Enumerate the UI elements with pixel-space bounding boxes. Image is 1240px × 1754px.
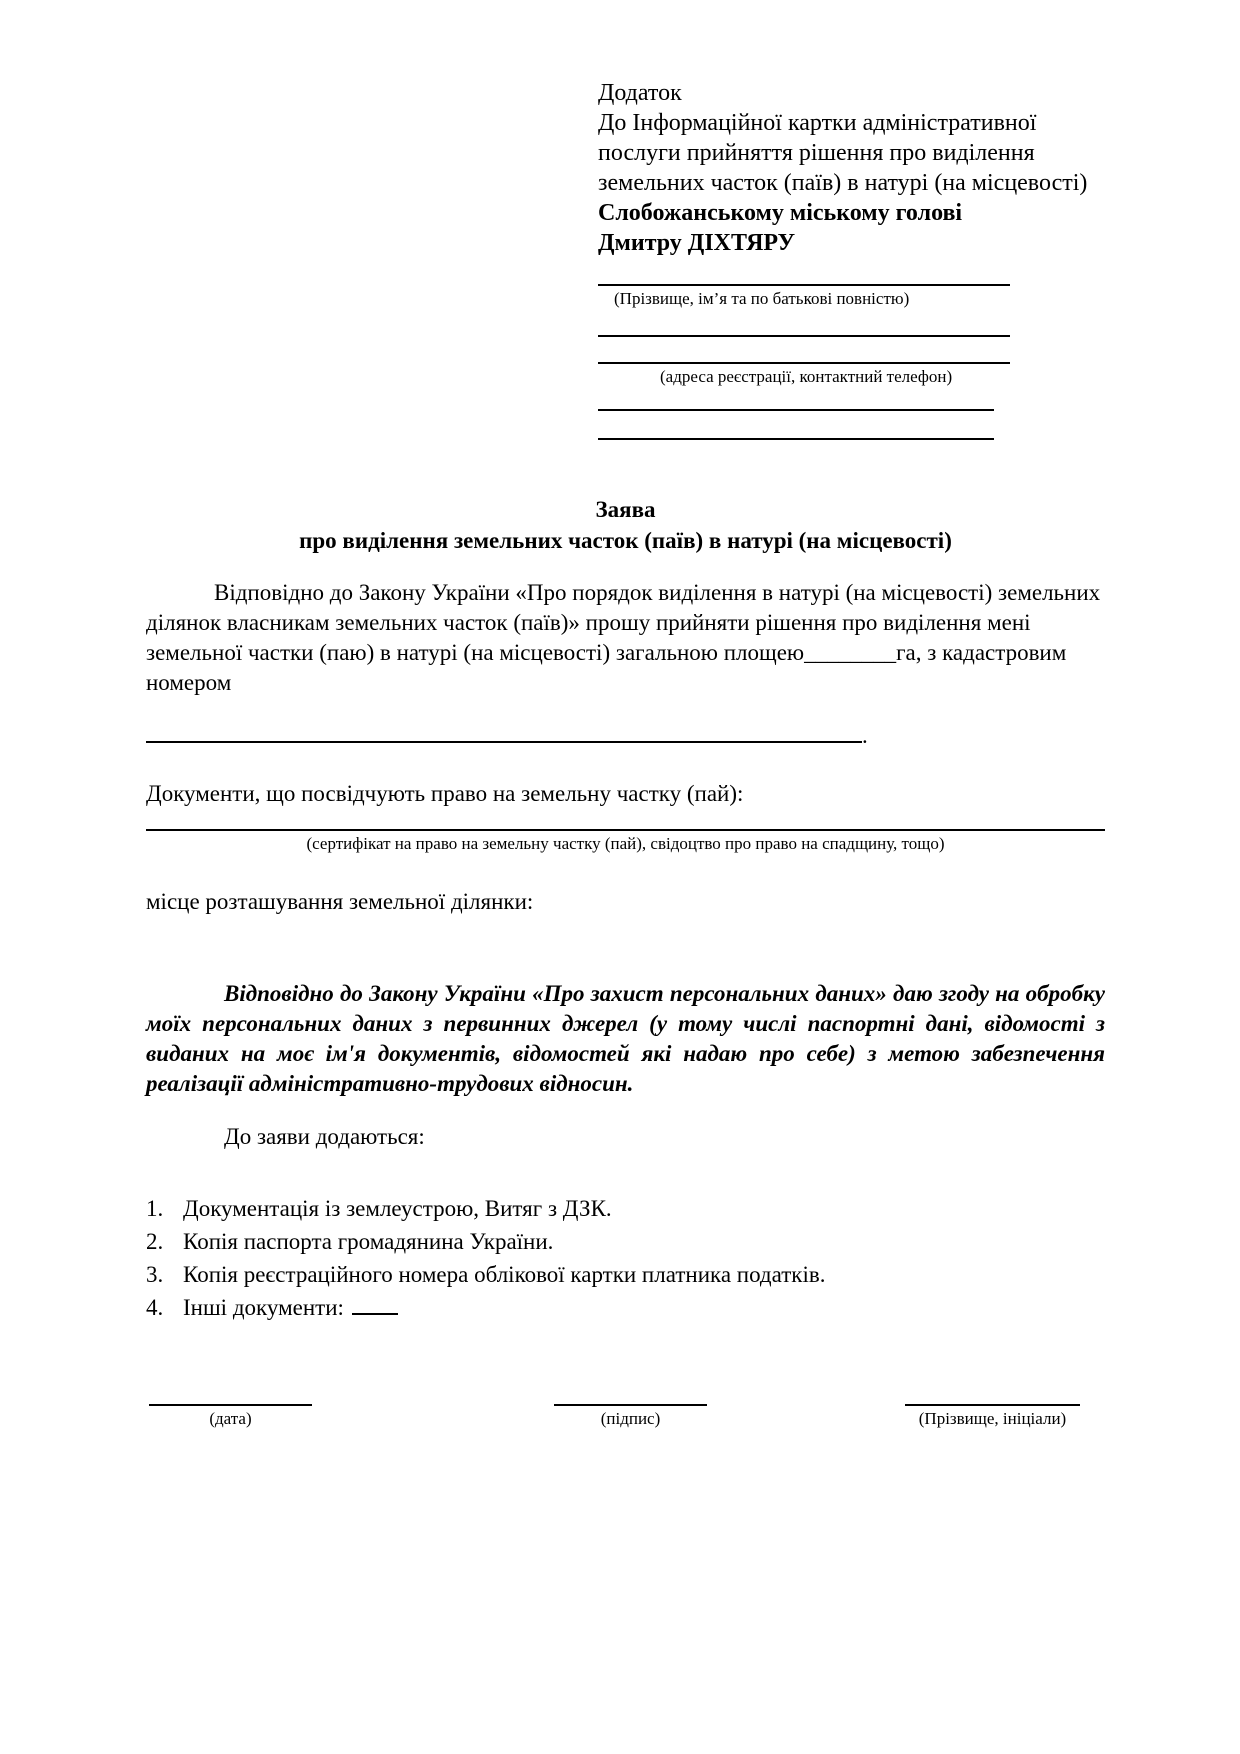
documents-label: Документи, що посвідчують право на земельну частку (пай):	[146, 781, 744, 806]
fullname-caption: (Прізвище, ім’я та по батькові повністю)	[614, 289, 910, 308]
name-blank-line	[905, 1386, 1080, 1406]
annex-label: Додаток	[598, 80, 682, 106]
location-label: місце розташування земельної ділянки:	[146, 889, 534, 914]
list-item-text: Документація із землеустрою, Витяг з ДЗК.	[183, 1196, 612, 1221]
attachments-label: До заяви додаються:	[224, 1124, 425, 1149]
cadastral-blank-line	[146, 724, 862, 743]
blank-line	[598, 335, 1010, 337]
consent-paragraph: Відповідно до Закону України «Про захист персональних даних» даю згоду на обробку моїх персональних даних з первинних джерел (у тому числі паспортні дані, відомості з виданих на моє ім'я документів, відомостей які надаю про себе) з метою забезпечення реалізації адміністративно-трудових відносин.	[146, 981, 1105, 1096]
request-text-1: Відповідно до Закону України «Про порядок виділення в натурі (на місцевості) земельних ділянок власникам земельних часток (паїв)» прошу прийняти рішення про виділення мені земельної частки (паю) в натурі (на місцевості) загальною площею	[146, 580, 1101, 665]
list-item-number: 4.	[146, 1295, 164, 1320]
list-item-number: 3.	[146, 1262, 164, 1287]
document-title: Заява	[595, 497, 656, 522]
list-item	[146, 1258, 1105, 1291]
sign-blank-line	[554, 1386, 707, 1406]
date-signature-block	[149, 1386, 312, 1429]
list-item	[146, 1291, 1105, 1324]
list-item-text: Копія паспорта громадянина України.	[183, 1229, 554, 1254]
sign-signature-block	[554, 1386, 707, 1429]
list-item	[146, 1192, 1105, 1225]
addressee-name: Дмитру ДІХТЯРУ	[598, 230, 796, 256]
attachments-list	[146, 1192, 1105, 1324]
info-card-line-3: земельних часток (паїв) в натурі (на місцевості)	[598, 170, 1088, 196]
blank-line	[598, 438, 994, 440]
addressee-title: Слобожанському міському голові	[598, 200, 963, 226]
addressee-block	[598, 78, 1158, 440]
area-blank: ________	[804, 640, 897, 665]
name-caption: (Прізвище, ініціали)	[918, 1409, 1067, 1428]
documents-caption: (сертифікат на право на земельну частку (пай), свідоцтво про право на спадщину, тощо)	[306, 834, 945, 853]
request-paragraph	[146, 578, 1105, 698]
list-item	[146, 1225, 1105, 1258]
cadastral-period: .	[862, 723, 868, 748]
date-caption: (дата)	[209, 1409, 252, 1428]
list-item-text: Інші документи:	[183, 1295, 344, 1320]
list-item-number: 2.	[146, 1229, 164, 1254]
address-blank-line	[598, 362, 1010, 364]
cadastral-number-line	[146, 721, 1105, 751]
list-item-number: 1.	[146, 1196, 164, 1221]
date-blank-line	[149, 1386, 312, 1406]
document-title-block	[146, 494, 1105, 556]
signature-row	[0, 1386, 1240, 1446]
info-card-line-1: До Інформаційної картки адміністративної	[598, 110, 1037, 136]
request-text-2: га, з кадастровим номером	[146, 640, 1067, 695]
sign-caption: (підпис)	[600, 1409, 661, 1428]
blank-line	[598, 409, 994, 411]
info-card-line-2: послуги прийняття рішення про виділення	[598, 140, 1035, 166]
document-subtitle: про виділення земельних часток (паїв) в натурі (на місцевості)	[299, 528, 952, 553]
documents-blank-line	[146, 829, 1105, 831]
list-item-text: Копія реєстраційного номера облікової картки платника податків.	[183, 1262, 826, 1287]
address-caption: (адреса реєстрації, контактний телефон)	[660, 367, 953, 386]
fullname-blank-line	[598, 284, 1010, 286]
other-documents-blank	[352, 1296, 398, 1315]
name-signature-block	[905, 1386, 1080, 1429]
